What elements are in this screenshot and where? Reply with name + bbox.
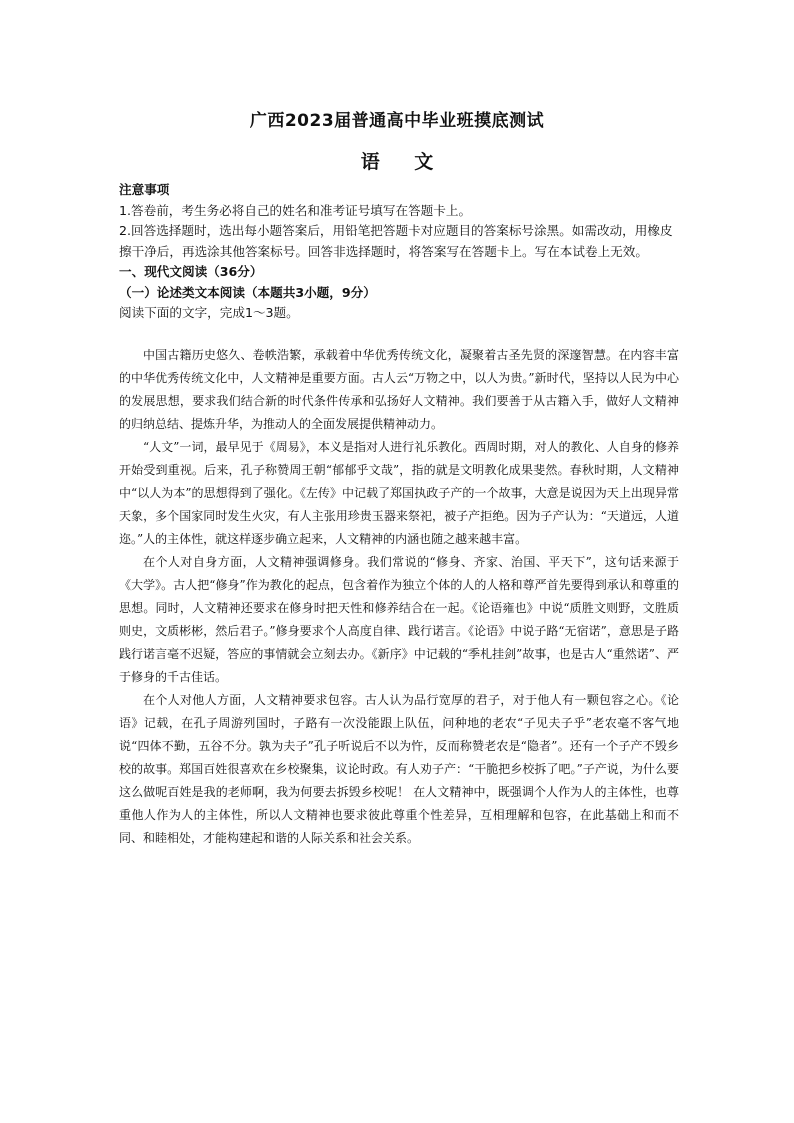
passage-paragraph: “人文”一词，最早见于《周易》，本义是指对人进行礼乐教化。西周时期，对人的教化、人自身的修养开始受到重视。后来，孔子称赞周王朝“郁郁乎文哉”，指的就是文明教化成果斐然。春秋时期，人文精神中“以人为本”的思想得到了强化。《左传》中记载了郑国执政子产的一个故事，大意是说因为天上出现异常天象，多个国家同时发生火灾，有人主张用珍贵玉器来祭祀，被子产拒绝。因为子产认为：“天道远，人道迩。”人的主体性，就这样逐步确立起来，人文精神的内涵也随之越来越丰富。 (119, 440, 679, 546)
reading-passage (119, 344, 679, 850)
subject-title: 语 文 (360, 151, 448, 173)
exam-title: 广西2023届普通高中毕业班摸底测试 (249, 111, 545, 131)
notes-heading: 注意事项 (119, 182, 170, 197)
passage-paragraph: 中国古籍历史悠久、卷帙浩繁，承载着中华优秀传统文化，凝聚着古圣先贤的深邃智慧。在内容丰富的中华优秀传统文化中，人文精神是重要方面。古人云“万物之中，以人为贵。”新时代，坚持以人民为中心的发展思想，要求我们结合新的时代条件传承和弘扬好人文精神。我们要善于从古籍入手，做好人文精神的归纳总结、提炼升华，为推动人的全面发展提供精神动力。 (119, 348, 679, 431)
reading-instruction: 阅读下面的文字，完成1～3题。 (119, 305, 299, 320)
passage-paragraph: 在个人对他人方面，人文精神要求包容。古人认为品行宽厚的君子，对于他人有一颗包容之心。《论语》记载，在孔子周游列国时，子路有一次没能跟上队伍，问种地的老农“子见夫子乎”老农毫不客气地说“四体不勤，五谷不分。孰为夫子”孔子听说后不以为忤，反而称赞老农是“隐者”。还有一个子产不毁乡校的故事。郑国百姓很喜欢在乡校聚集，议论时政。有人劝子产：“干脆把乡校拆了吧。”子产说，为什么要这么做呢百姓是我的老师啊，我为何要去拆毁乡校呢！ 在人文精神中，既强调个人作为人的主体性，也尊重他人作为人的主体性，所以人文精神也要求彼此尊重个性差异，互相理解和包容，在此基础上和而不同、和睦相处，才能构建起和谐的人际关系和社会关系。 (119, 693, 679, 845)
section-heading: 一、现代文阅读（36分） (119, 264, 263, 279)
subsection-heading: （一）论述类文本阅读（本题共3小题，9分） (119, 284, 376, 300)
note-item: 2.回答选择题时，选出每小题答案后，用铅笔把答题卡对应题目的答案标号涂黑。如需改动，用橡皮擦干净后，再选涂其他答案标号。回答非选择题时，将答案写在答题卡上。写在本试卷上无效。 (119, 223, 673, 259)
passage-paragraph: 在个人对自身方面，人文精神强调修身。我们常说的“修身、齐家、治国、平天下”，这句话来源于《大学》。古人把“修身”作为教化的起点，包含着作为独立个体的人的人格和尊严首先要得到承认和尊重的思想。同时，人文精神还要求在修身时把天性和修养结合在一起。《论语雍也》中说“质胜文则野，文胜质则史，文质彬彬，然后君子。”修身要求个人高度自律、践行诺言。《论语》中说子路“无宿诺”，意思是子路践行诺言毫不迟疑，答应的事情就会立刻去办。《新序》中记载的“季札挂剑”故事，也是古人“重然诺”、严于修身的千古佳话。 (119, 555, 679, 684)
note-item: 1.答卷前，考生务必将自己的姓名和准考证号填写在答题卡上。 (119, 202, 472, 218)
notes-block (119, 180, 679, 324)
